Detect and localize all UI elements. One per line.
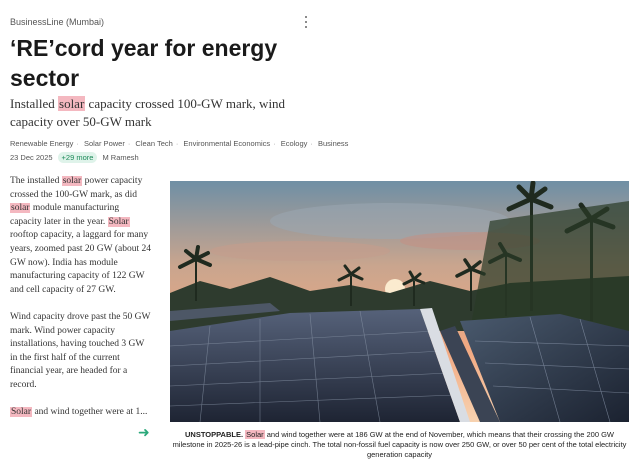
caption-text: and wind together were at 186 GW at the end of November, which means that their crossing the 200 GW milestone in 2025-26 is a lead-pipe cinch. The total non-fossil fuel capacity is now over 250 GW, or over 50 per cent of the total electricity generation capacity — [172, 430, 627, 459]
search-highlight: Solar — [11, 407, 32, 418]
tag-separator: · — [273, 139, 276, 148]
tag-separator: · — [310, 139, 313, 148]
search-highlight: Solar — [108, 216, 129, 227]
article-meta — [10, 152, 139, 163]
body-paragraph — [10, 175, 152, 297]
photo-caption — [170, 430, 629, 460]
more-vertical-icon[interactable] — [302, 16, 310, 28]
body-paragraph — [10, 406, 152, 420]
search-highlight: Solar — [246, 430, 264, 439]
body-text: The installed — [10, 176, 62, 186]
caption-lead: UNSTOPPABLE. — [184, 430, 246, 439]
article-author[interactable]: M Ramesh — [102, 153, 139, 162]
more-tags-badge[interactable]: +29 more — [58, 152, 98, 163]
tag-link[interactable]: Renewable Energy — [10, 139, 74, 148]
tag-separator: · — [175, 139, 179, 148]
search-highlight: solar — [62, 176, 82, 186]
body-text: and wind together were at 1... — [32, 407, 148, 418]
topic-tags — [10, 139, 349, 148]
article-body — [10, 175, 152, 433]
search-highlight: solar — [11, 203, 30, 214]
body-text: module manufacturing capacity later in the year. — [10, 203, 120, 227]
search-highlight: solar — [59, 96, 85, 111]
sub-text: Installed — [10, 96, 59, 111]
tag-separator: · — [127, 139, 131, 148]
article-headline: ‘RE’cord year for energy sector — [10, 35, 278, 91]
article-date: 23 Dec 2025 — [10, 153, 53, 162]
sub-text: capacity crossed 100-GW mark, wind capacity over 50-GW mark — [10, 96, 286, 129]
tag-link[interactable]: Solar Power — [83, 139, 125, 148]
publication-source: BusinessLine (Mumbai) — [10, 17, 105, 27]
tag-link[interactable]: Environmental Economics — [183, 139, 271, 148]
body-text: rooftop capacity, a laggard for many years, zoomed past 20 GW (about 24 GW now). India has module manufacturing capacity of 122 GW and cell capacity of 27 GW. — [10, 230, 151, 295]
tag-link[interactable]: Clean Tech — [135, 139, 173, 148]
arrow-right-icon[interactable]: ➜ — [138, 425, 150, 441]
article-subheadline — [10, 95, 310, 131]
tag-link[interactable]: Ecology — [280, 139, 308, 148]
tag-separator: · — [76, 139, 79, 148]
body-text: power capacity crossed the 100-GW mark, as did — [10, 176, 143, 200]
article-photo — [170, 181, 629, 422]
body-paragraph: Wind capacity drove past the 50 GW mark. Wind power capacity installations, having touched 3 GW in the first half of the current financial year, are headed for a record. — [10, 311, 151, 390]
tag-link[interactable]: Business — [318, 139, 349, 148]
